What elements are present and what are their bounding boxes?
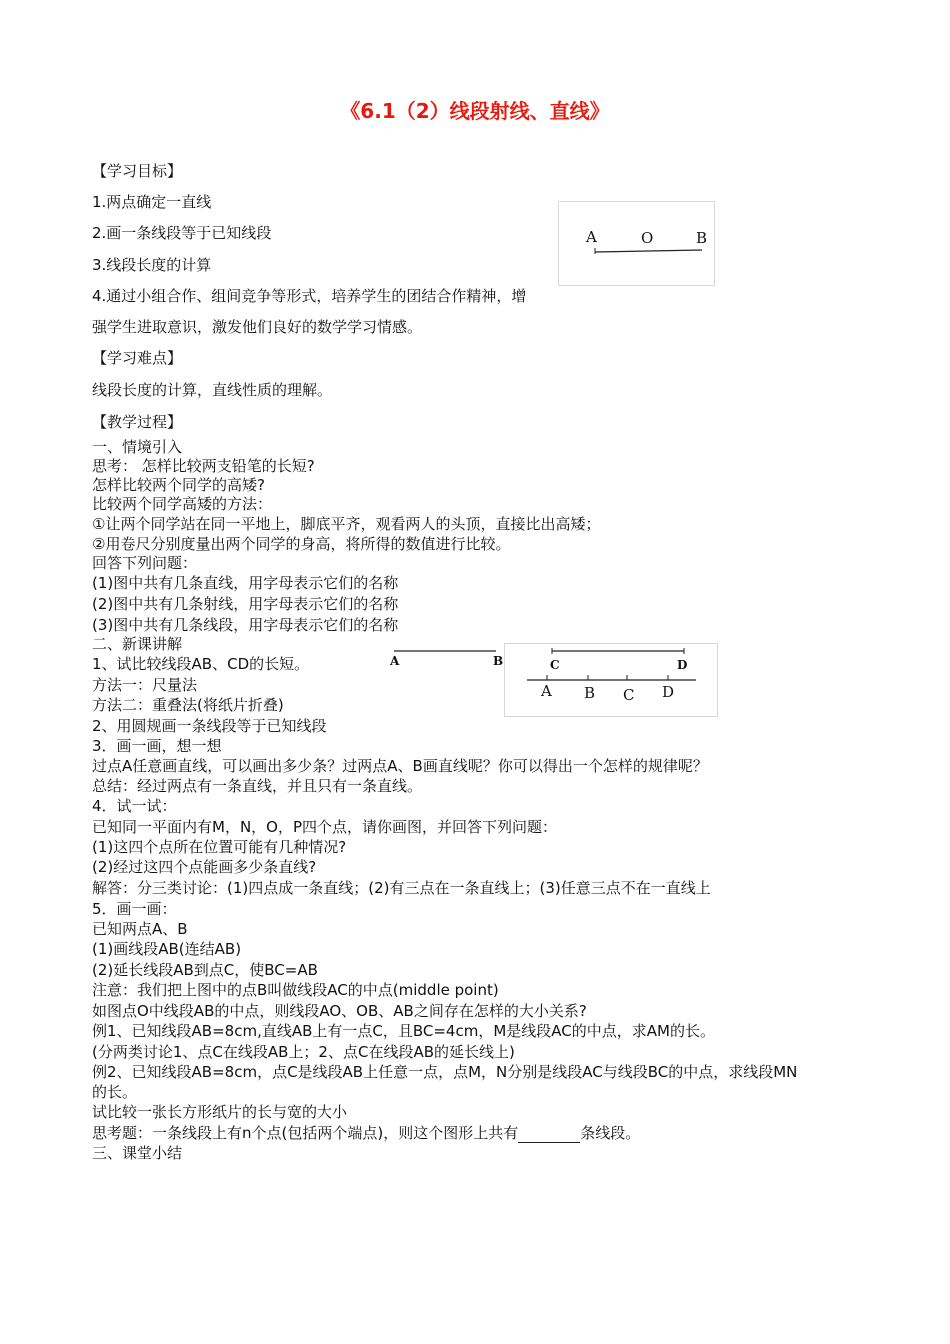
point-label: D — [662, 683, 675, 701]
text-line: 总结：经过两点有一条直线，并且只有一条直线。 — [92, 777, 423, 795]
text-line: 过点A任意画直线，可以画出多少条？过两点A、B画直线呢？你可以得出一个怎样的规律呢？ — [92, 757, 708, 775]
text-line: 的长。 — [92, 1083, 138, 1101]
text-line: 5．画一画： — [92, 900, 177, 918]
text-line: 例2、已知线段AB=8cm，点C是线段AB上任意一点，点M，N分别是线段AC与线段BC的中点，求线段MN — [92, 1063, 798, 1081]
segment-cd-figure — [504, 643, 718, 717]
process-heading: 【教学过程】 — [92, 413, 183, 431]
think-question — [92, 1124, 640, 1143]
text-line: 试比较一张长方形纸片的长与宽的大小 — [92, 1103, 348, 1121]
text-line: 方法二：重叠法(将纸片折叠) — [92, 696, 284, 714]
page-title: 《6.1（2）线段射线、直线》 — [340, 99, 610, 123]
point-label: D — [677, 658, 688, 672]
text-line: 已知两点A、B — [92, 920, 188, 938]
point-label: A — [541, 682, 552, 700]
text-line: 方法一：尺量法 — [92, 676, 198, 694]
figure-aob — [558, 201, 715, 286]
point-label: B — [584, 684, 596, 702]
text-line: 二、新课讲解 — [92, 635, 183, 653]
difficulty-heading: 【学习难点】 — [92, 349, 183, 367]
text-line: 2、用圆规画一条线段等于已知线段 — [92, 717, 327, 735]
answer-blank — [518, 1128, 580, 1143]
text-line: (分两类讨论1、点C在线段AB上；2、点C在线段AB的延长线上) — [92, 1043, 515, 1061]
difficulty-text: 线段长度的计算，直线性质的理解。 — [92, 381, 333, 399]
segment-ab-figure — [388, 645, 503, 675]
goal-item: 2.画一条线段等于已知线段 — [92, 224, 272, 242]
text-line: (2)经过这四个点能画多少条直线? — [92, 858, 317, 876]
segment-line — [559, 202, 714, 285]
point-label: C — [623, 686, 635, 704]
text-line: 回答下列问题： — [92, 554, 198, 572]
goal-item: 4.通过小组合作、组间竞争等形式，培养学生的团结合作精神，增 — [92, 287, 527, 305]
text-line: (2)延长线段AB到点C，使BC=AB — [92, 961, 318, 979]
goals-heading: 【学习目标】 — [92, 162, 183, 180]
cd-lines — [505, 644, 717, 716]
text-line: ①让两个同学站在同一平地上，脚底平齐，观看两人的头顶，直接比出高矮； — [92, 515, 601, 533]
point-label: O — [641, 229, 654, 247]
summary-heading: 三、课堂小结 — [92, 1144, 183, 1162]
text-line: (3)图中共有几条线段，用字母表示它们的名称 — [92, 616, 399, 634]
text-line: 如图点O中线段AB的中点，则线段AO、OB、AB之间存在怎样的大小关系? — [92, 1002, 587, 1020]
text-line: 一、情境引入 — [92, 438, 183, 456]
point-label: C — [550, 658, 560, 672]
point-label: A — [390, 654, 400, 668]
text-line: 3．画一画，想一想 — [92, 737, 222, 755]
text-line: ②用卷尺分别度量出两个同学的身高，将所得的数值进行比较。 — [92, 535, 511, 553]
text-line: (2)图中共有几条射线，用字母表示它们的名称 — [92, 595, 399, 613]
think-prefix: 思考题：一条线段上有n个点(包括两个端点)，则这个图形上共有 — [92, 1124, 519, 1142]
text-line: 比较两个同学高矮的方法： — [92, 495, 273, 513]
point-label: B — [493, 654, 504, 668]
text-line: 例1、已知线段AB=8cm,直线AB上有一点C，且BC=4cm，M是线段AC的中点，求AM的长。 — [92, 1022, 715, 1040]
goal-item: 3.线段长度的计算 — [92, 256, 212, 274]
text-line: 注意：我们把上图中的点B叫做线段AC的中点(middle point) — [92, 981, 499, 999]
text-line: (1)画线段AB(连结AB) — [92, 940, 242, 958]
think-suffix: 条线段。 — [580, 1124, 641, 1142]
text-line: 1、试比较线段AB、CD的长短。 — [92, 655, 310, 673]
text-line: 4．试一试： — [92, 797, 177, 815]
point-label: A — [586, 228, 597, 246]
text-line: (1)图中共有几条直线，用字母表示它们的名称 — [92, 574, 399, 592]
text-line: 已知同一平面内有M，N，O，P四个点，请你画图，并回答下列问题： — [92, 818, 558, 836]
text-line: (1)这四个点所在位置可能有几种情况? — [92, 838, 347, 856]
goal-item: 强学生进取意识，激发他们良好的数学学习情感。 — [92, 318, 423, 336]
goal-item: 1.两点确定一直线 — [92, 193, 212, 211]
point-label: B — [696, 229, 708, 247]
text-line: 怎样比较两个同学的高矮? — [92, 476, 265, 494]
text-line: 思考： 怎样比较两支铅笔的长短? — [92, 457, 315, 475]
text-line: 解答：分三类讨论：(1)四点成一条直线；(2)有三点在一条直线上；(3)任意三点不在一直线上 — [92, 879, 711, 897]
